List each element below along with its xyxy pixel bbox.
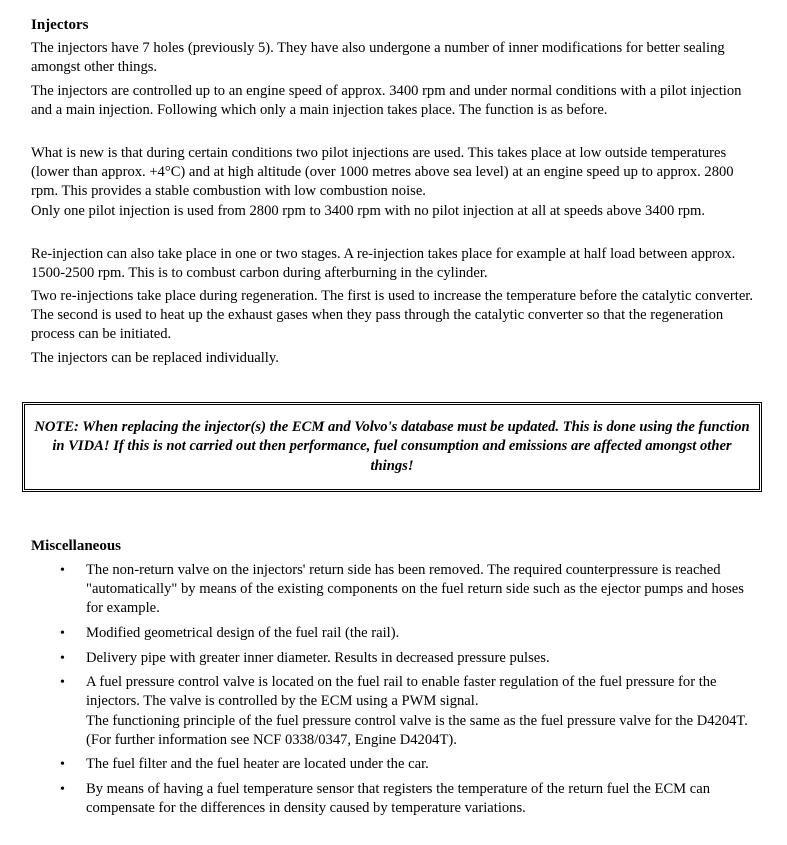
list-item-text: Modified geometrical design of the fuel rail (the rail). <box>86 625 400 641</box>
bullet-icon: • <box>60 675 65 691</box>
list-item-text: (For further information see NCF 0338/0347, Engine D4204T). <box>86 731 457 748</box>
injectors-paragraph-4: Only one pilot injection is used from 2800 rpm to 3400 rpm with no pilot injection at all at speeds above 3400 rpm. <box>31 203 706 219</box>
bullet-icon: • <box>60 563 65 578</box>
injectors-paragraph-1: The injectors have 7 holes (previously 5). They have also undergone a number of inner modifications for better sealing amongst other things. <box>31 40 725 76</box>
miscellaneous-list <box>58 561 758 824</box>
bullet-icon: • <box>60 650 65 666</box>
list-item <box>58 673 758 750</box>
list-item <box>58 624 758 643</box>
injectors-paragraph-2: The injectors are controlled up to an engine speed of approx. 3400 rpm and under normal conditions with a pilot injection and a main injection. Following which only a main injection takes place. The function is as before. <box>31 83 742 119</box>
bullet-icon: • <box>60 626 65 641</box>
miscellaneous-heading: Miscellaneous <box>31 538 121 554</box>
list-item-text: A fuel pressure control valve is located on the fuel rail to enable faster regulation of the fuel pressure for the injectors. The valve is controlled by the ECM using a PWM signal. <box>86 674 717 710</box>
note-text: NOTE: When replacing the injector(s) the ECM and Volvo's database must be updated. This is done using the function in VIDA! If this is not carried out then performance, fuel consumption and emissions are affected amongst other things! <box>34 419 750 474</box>
bullet-icon: • <box>60 781 65 797</box>
list-item-text: The functioning principle of the fuel pressure control valve is the same as the fuel pressure valve for the D4204T. <box>86 712 748 729</box>
bullet-icon: • <box>60 757 65 773</box>
list-item <box>58 755 758 774</box>
list-item-text: By means of having a fuel temperature sensor that registers the temperature of the return fuel the ECM can compensate for the differences in density caused by temperature variations. <box>86 780 711 817</box>
list-item-text: The non-return valve on the injectors' return side has been removed. The required counterpressure is reached "automatically" by means of the existing components on the fuel return side such as the ejector pumps and hoses for example. <box>86 562 744 617</box>
injectors-paragraph-3: What is new is that during certain conditions two pilot injections are used. This takes place at low outside temperatures (lower than approx. +4°C) and at high altitude (over 1000 metres above sea level) at an engine speed up to approx. 2800 rpm. This provides a stable combustion with low combustion noise. <box>31 145 734 200</box>
note-box <box>22 402 762 492</box>
injectors-paragraph-7: The injectors can be replaced individually. <box>31 350 279 366</box>
injectors-heading: Injectors <box>31 17 89 33</box>
list-item <box>58 649 758 668</box>
list-item <box>58 780 758 818</box>
list-item-text: The fuel filter and the fuel heater are located under the car. <box>86 756 429 773</box>
list-item <box>58 561 758 619</box>
injectors-paragraph-6: Two re-injections take place during regeneration. The first is used to increase the temperature before the catalytic converter. The second is used to heat up the exhaust gases when they pass through the catalytic converter so that the regeneration process can be initiated. <box>31 288 754 343</box>
list-item-text: Delivery pipe with greater inner diameter. Results in decreased pressure pulses. <box>86 649 550 666</box>
injectors-paragraph-5: Re-injection can also take place in one or two stages. A re-injection takes place for example at half load between approx. 1500-2500 rpm. This is to combust carbon during afterburning in the cylinder. <box>31 246 736 282</box>
